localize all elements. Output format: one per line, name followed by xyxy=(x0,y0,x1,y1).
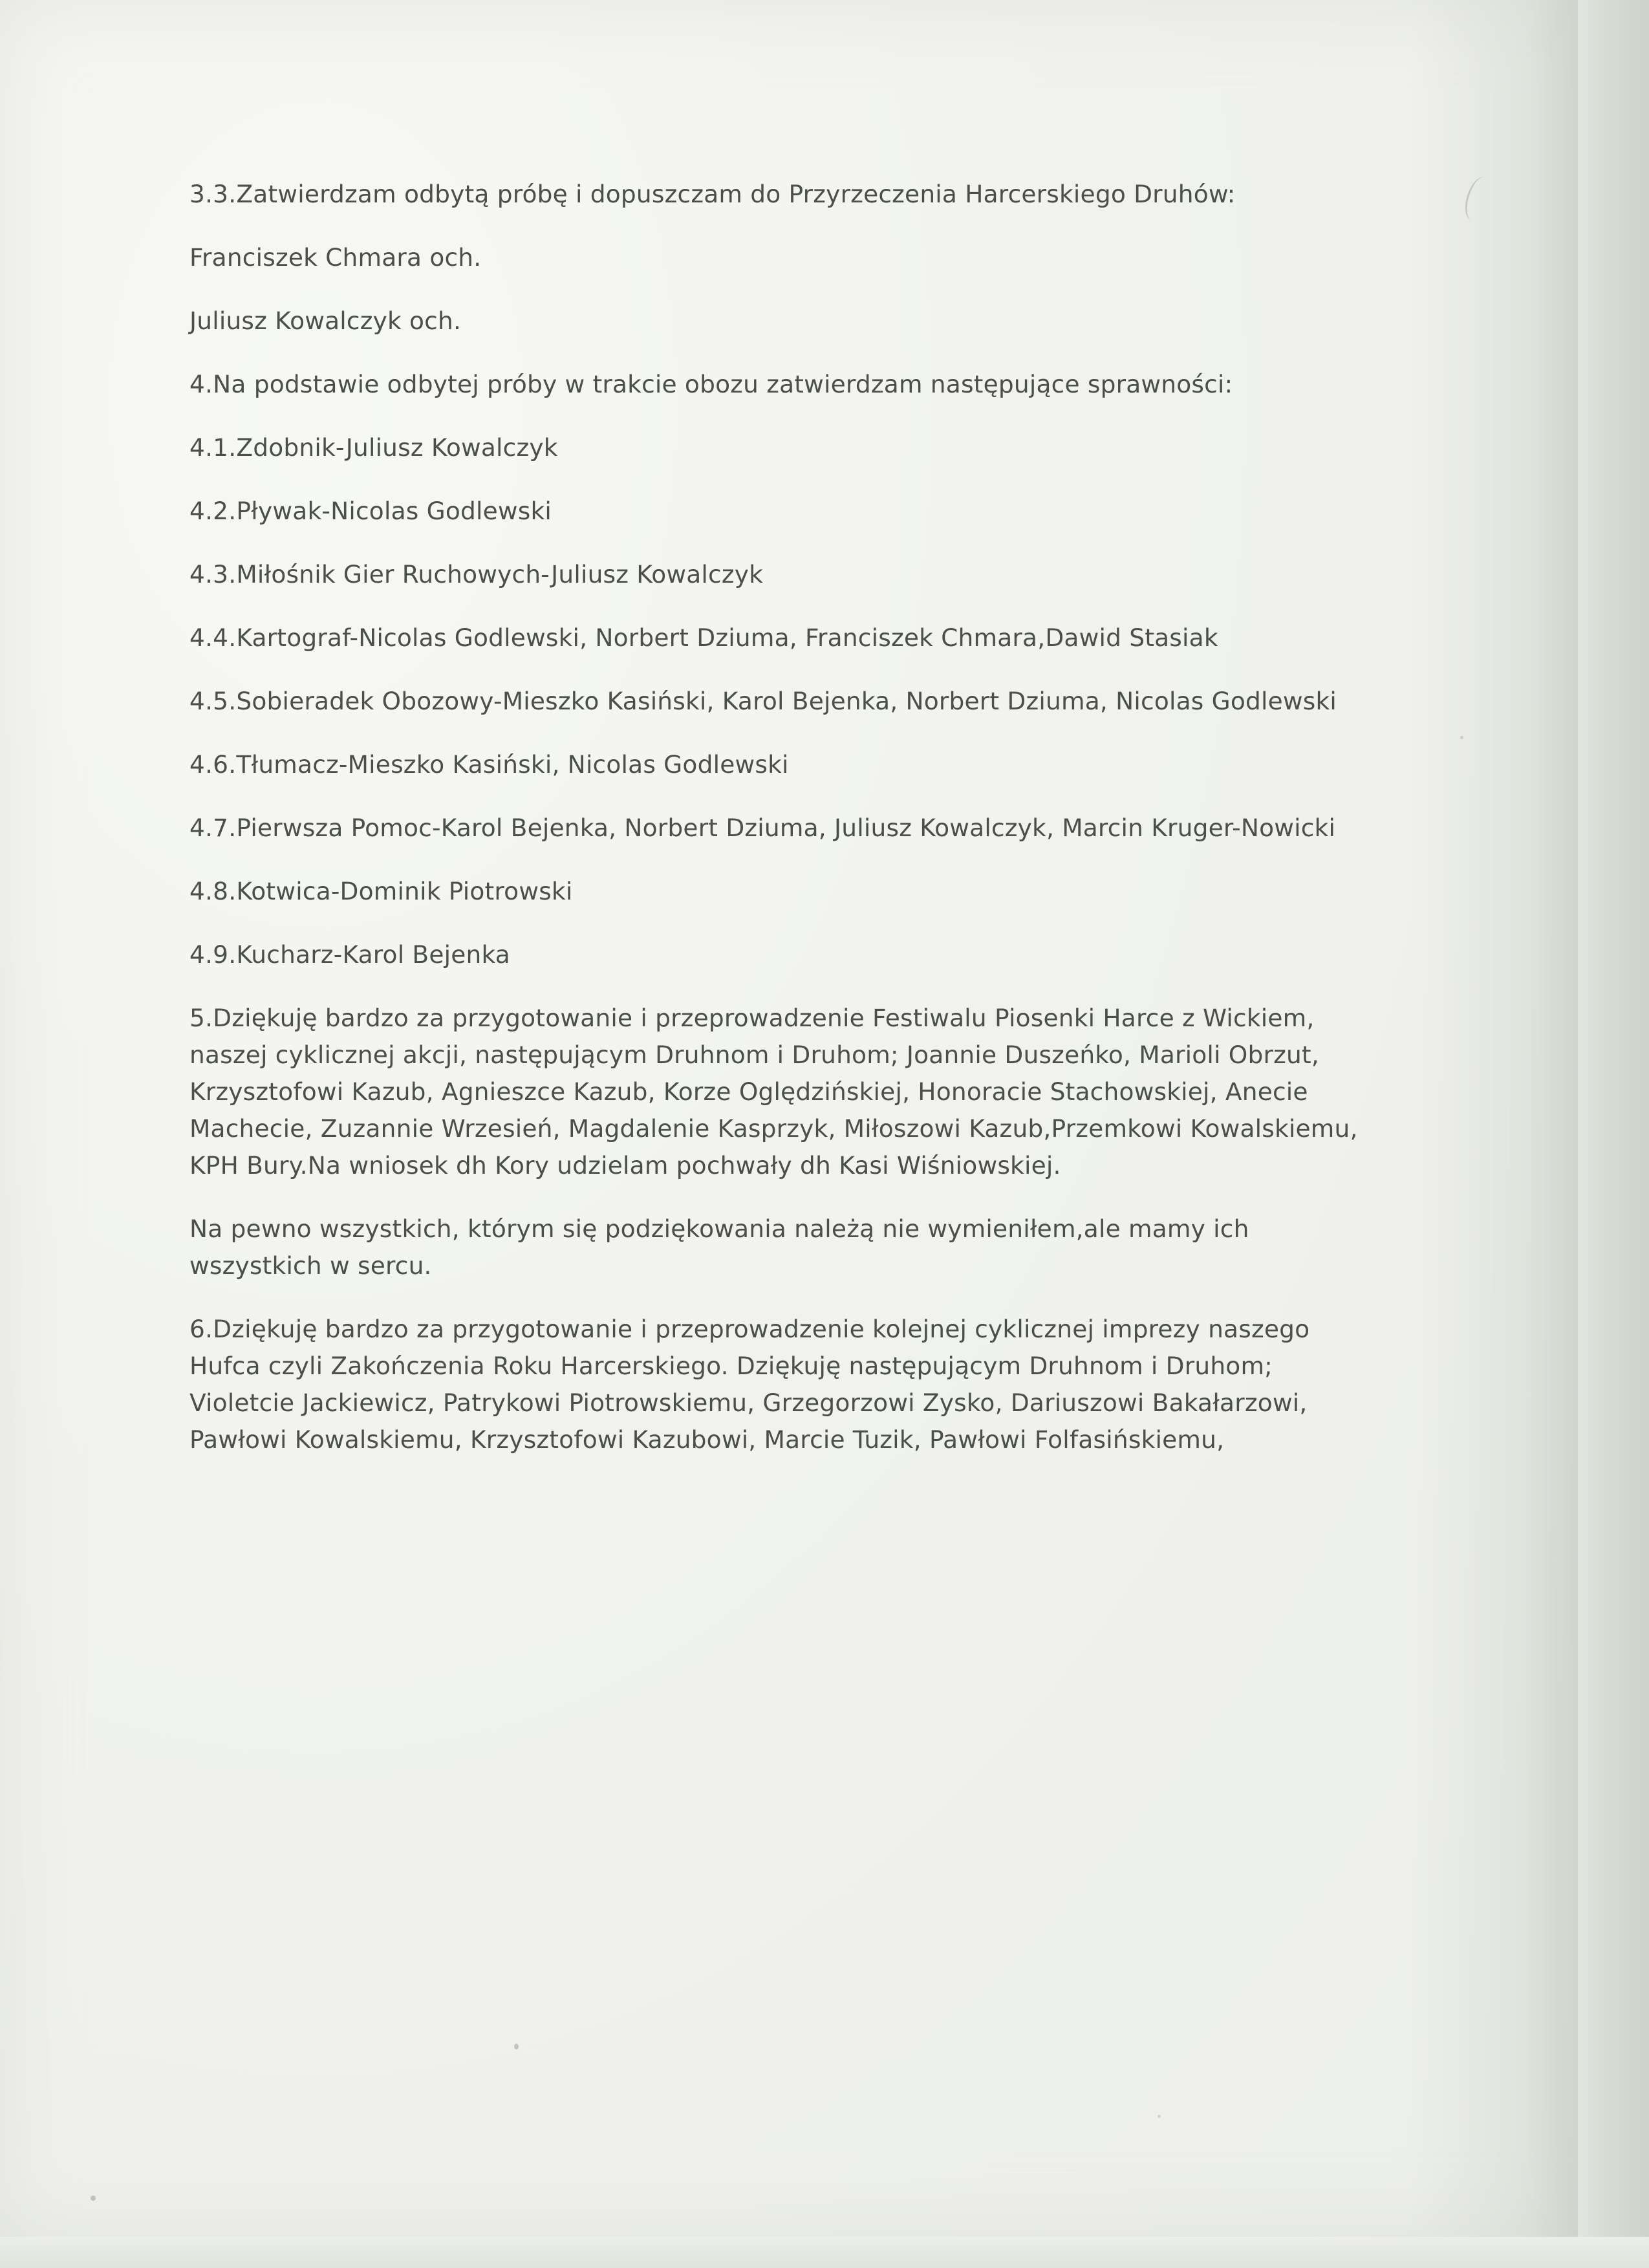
paragraph-6: 6.Dziękuję bardzo za przygotowanie i przeprowadzenie kolejnej cyklicznej imprezy naszego Hufca czyli Zakończenia Roku Harcerskiego. Dziękuję następującym Druhnom i Druhom; Violetcie Jackiewicz, Patrykowi Piotrowskiemu, Grzegorzowi Zysko, Dariuszowi Bakałarzowi, Pawłowi Kowalskiemu, Krzysztofowi Kazubowi, Marcie Tuzik, Pawłowi Folfasińskiemu, xyxy=(189,1315,1318,1454)
paragraph-4-2: 4.2.Pływak-Nicolas Godlewski xyxy=(189,497,552,525)
scan-speck xyxy=(91,2196,96,2201)
paragraph-4-8: 4.8.Kotwica-Dominik Piotrowski xyxy=(189,877,573,905)
paragraph-name-chmara: Franciszek Chmara och. xyxy=(189,243,482,272)
paragraph-5: 5.Dziękuję bardzo za przygotowanie i przeprowadzenie Festiwalu Piosenki Harce z Wickiem, naszej cyklicznej akcji, następującym Druhnom i Druhom; Joannie Duszeńko, Marioli Obrzut, Krzysztofowi Kazub, Agnieszce Kazub, Korze Oględzińskiej, Honoracie Stachowskiej, Anecie Machecie, Zuzannie Wrzesień, Magdalenie Kasprzyk, Miłoszowi Kazub,Przemkowi Kowalskiemu, KPH Bury.Na wniosek dh Kory udzielam pochwały dh Kasi Wiśniowskiej. xyxy=(189,1004,1366,1180)
paragraph-4-5: 4.5.Sobieradek Obozowy-Mieszko Kasiński, Karol Bejenka, Norbert Dziuma, Nicolas Godlewski xyxy=(189,687,1337,715)
paragraph-4-4: 4.4.Kartograf-Nicolas Godlewski, Norbert Dziuma, Franciszek Chmara,Dawid Stasiak xyxy=(189,623,1218,652)
paragraph-4: 4.Na podstawie odbytej próby w trakcie obozu zatwierdzam następujące sprawności: xyxy=(189,370,1233,398)
scan-speck xyxy=(1460,736,1463,739)
paragraph-name-kowalczyk: Juliusz Kowalczyk och. xyxy=(189,307,462,335)
paragraph-4-7: 4.7.Pierwsza Pomoc-Karol Bejenka, Norbert Dziuma, Juliusz Kowalczyk, Marcin Kruger-Nowicki xyxy=(189,814,1336,842)
paragraph-4-3: 4.3.Miłośnik Gier Ruchowych-Juliusz Kowalczyk xyxy=(189,560,764,589)
scan-speck xyxy=(1158,2115,1161,2118)
scan-right-edge xyxy=(1578,0,1649,2268)
document-text-body xyxy=(189,176,1373,1458)
scan-bottom-edge xyxy=(0,2237,1649,2268)
paragraph-3-3: 3.3.Zatwierdzam odbytą próbę i dopuszczam do Przyrzeczenia Harcerskiego Druhów: xyxy=(189,180,1236,208)
paragraph-thanks-note: Na pewno wszystkich, którym się podziękowania należą nie wymieniłem,ale mamy ich wszystkich w sercu. xyxy=(189,1215,1257,1280)
paragraph-4-6: 4.6.Tłumacz-Mieszko Kasiński, Nicolas Godlewski xyxy=(189,750,789,779)
paragraph-4-9: 4.9.Kucharz-Karol Bejenka xyxy=(189,940,510,969)
scan-speck xyxy=(514,2044,519,2049)
paragraph-4-1: 4.1.Zdobnik-Juliusz Kowalczyk xyxy=(189,433,558,462)
